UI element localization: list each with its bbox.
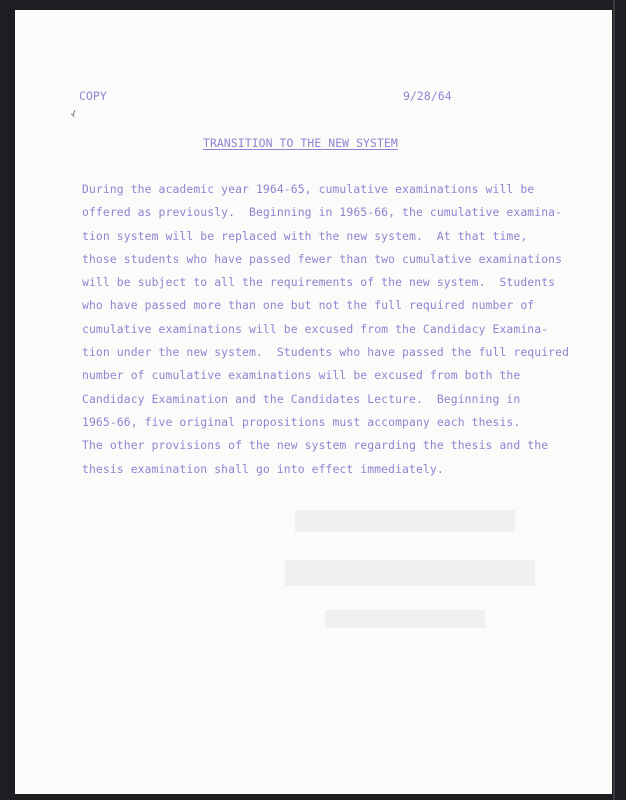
body-line: tion under the new system. Students who have passed the full required (82, 345, 570, 360)
body-line: offered as previously. Beginning in 1965-66, the cumulative examina- (82, 205, 563, 220)
show-through-watermark (285, 500, 545, 650)
document-page (15, 10, 612, 794)
body-line: thesis examination shall go into effect immediately. (82, 461, 444, 476)
body-line: During the academic year 1964-65, cumulative examinations will be (82, 182, 535, 196)
body-line: number of cumulative examinations will be excused from both the (82, 368, 521, 383)
body-line: 1965-66, five original propositions must accompany each thesis. (82, 414, 521, 429)
body-line: cumulative examinations will be excused from the Candidacy Examina- (82, 321, 549, 336)
pencil-mark-icon (70, 109, 76, 118)
body-line: tion system will be replaced with the new system. At that time, (82, 228, 528, 243)
body-line: Candidacy Examination and the Candidates Lecture. Beginning in (82, 391, 521, 406)
body-line: those students who have passed fewer than two cumulative examinations (82, 251, 563, 266)
page-edge-shadow (613, 0, 615, 800)
body-line: who have passed more than one but not the full required number of (82, 298, 535, 313)
body-line: The other provisions of the new system regarding the thesis and the (82, 438, 549, 453)
copy-label: COPY (79, 89, 107, 103)
document-date: 9/28/64 (403, 89, 452, 103)
body-paragraph (82, 178, 602, 481)
document-title: TRANSITION TO THE NEW SYSTEM (203, 136, 398, 150)
body-line: will be subject to all the requirements of the new system. Students (82, 275, 556, 290)
